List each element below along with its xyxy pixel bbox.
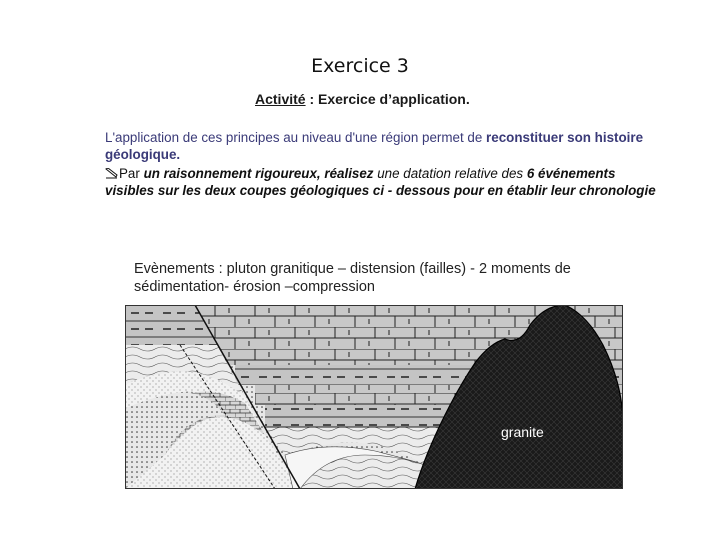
intro-paragraph — [105, 129, 665, 163]
activity-title — [255, 91, 470, 107]
activity-label: Activité — [255, 91, 306, 107]
instruction-part4: 6 événements visibles sur les deux coupes géologiques ci - dessous pour en établir leur chronologie — [105, 166, 656, 198]
instruction-part2: un raisonnement rigoureux, réalisez — [139, 166, 374, 181]
intro-text: L'application de ces principes au niveau d'une région permet de — [105, 130, 487, 145]
events-list: Evènements : pluton granitique – distension (failles) - 2 moments de sédimentation- érosion –compression — [134, 261, 571, 295]
geological-cross-section — [125, 305, 623, 489]
instruction-part1: Par — [119, 166, 140, 181]
instruction-part3: une datation relative des — [373, 166, 527, 181]
slide-title: Exercice 3 — [311, 55, 409, 77]
instruction-paragraph — [105, 165, 665, 199]
granite-label: granite — [501, 424, 544, 440]
pen-icon — [105, 165, 118, 182]
intro-emphasis: reconstituer son histoire géologique. — [105, 130, 644, 162]
activity-rest: : Exercice d’application. — [305, 91, 470, 107]
